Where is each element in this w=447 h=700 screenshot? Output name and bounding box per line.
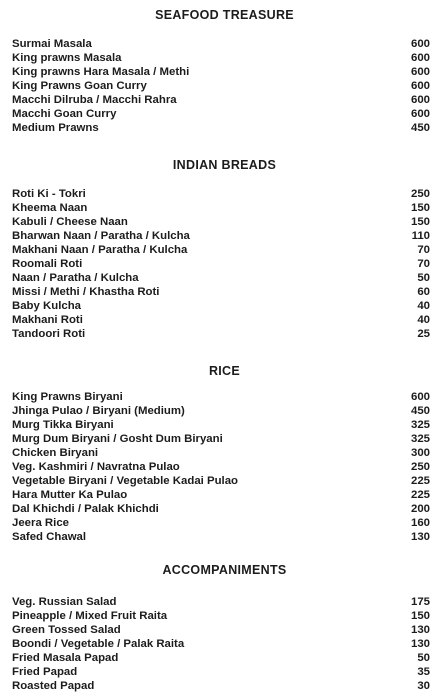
item-name: Chicken Biryani xyxy=(12,447,99,459)
item-name: Kheema Naan xyxy=(12,202,88,214)
item-price: 150 xyxy=(410,216,430,228)
item-name: Dal Khichdi / Palak Khichdi xyxy=(12,503,159,515)
item-name: Macchi Dilruba / Macchi Rahra xyxy=(12,94,177,106)
item-price: 600 xyxy=(410,52,430,64)
item-price: 130 xyxy=(410,638,430,650)
menu-item xyxy=(0,93,447,107)
item-name: Surmai Masala xyxy=(12,38,92,50)
item-price: 130 xyxy=(410,624,430,636)
item-price: 70 xyxy=(417,258,430,270)
item-price: 200 xyxy=(410,503,430,515)
menu-item xyxy=(0,432,447,446)
item-name: Jeera Rice xyxy=(12,517,69,529)
menu-item xyxy=(0,474,447,488)
section-title: SEAFOOD TREASURE xyxy=(155,8,294,22)
menu-item xyxy=(0,243,447,257)
item-name: Macchi Goan Curry xyxy=(12,108,117,120)
menu-item xyxy=(0,201,447,215)
item-price: 225 xyxy=(410,475,430,487)
menu-item xyxy=(0,285,447,299)
menu-item xyxy=(0,418,447,432)
menu-item xyxy=(0,404,447,418)
menu-item xyxy=(0,187,447,201)
menu-item xyxy=(0,446,447,460)
menu-item xyxy=(0,502,447,516)
item-price: 35 xyxy=(417,666,430,678)
menu-item xyxy=(0,313,447,327)
item-name: Veg. Russian Salad xyxy=(12,596,117,608)
item-price: 50 xyxy=(417,272,430,284)
item-price: 225 xyxy=(410,489,430,501)
item-price: 600 xyxy=(410,38,430,50)
item-name: Roomali Roti xyxy=(12,258,83,270)
item-name: Green Tossed Salad xyxy=(12,624,121,636)
item-price: 40 xyxy=(417,314,430,326)
item-name: Jhinga Pulao / Biryani (Medium) xyxy=(12,405,185,417)
item-name: Makhani Roti xyxy=(12,314,83,326)
item-price: 600 xyxy=(410,108,430,120)
item-name: Murg Dum Biryani / Gosht Dum Biryani xyxy=(12,433,223,445)
item-price: 450 xyxy=(410,122,430,134)
menu-item xyxy=(0,271,447,285)
section-seafood-treasure xyxy=(0,7,447,135)
item-name: Murg Tikka Biryani xyxy=(12,419,114,431)
item-list xyxy=(0,37,447,135)
item-list xyxy=(0,187,447,341)
item-price: 250 xyxy=(410,461,430,473)
item-name: King Prawns Goan Curry xyxy=(12,80,147,92)
section-title: ACCOMPANIMENTS xyxy=(162,563,287,577)
item-name: Hara Mutter Ka Pulao xyxy=(12,489,128,501)
item-name: Roasted Papad xyxy=(12,680,95,692)
item-name: Medium Prawns xyxy=(12,122,99,134)
item-name: King prawns Hara Masala / Methi xyxy=(12,66,190,78)
item-price: 600 xyxy=(410,94,430,106)
item-name: King Prawns Biryani xyxy=(12,391,123,403)
item-name: Safed Chawal xyxy=(12,531,87,543)
section-rice xyxy=(0,363,447,544)
item-name: Fried Papad xyxy=(12,666,78,678)
item-name: Naan / Paratha / Kulcha xyxy=(12,272,139,284)
section-title: RICE xyxy=(208,364,241,378)
menu-item xyxy=(0,37,447,51)
item-price: 325 xyxy=(410,419,430,431)
section-indian-breads xyxy=(0,157,447,341)
menu-item xyxy=(0,651,447,665)
menu-item xyxy=(0,121,447,135)
item-list xyxy=(0,595,447,693)
menu-item xyxy=(0,516,447,530)
item-price: 600 xyxy=(410,80,430,92)
menu-item xyxy=(0,390,447,404)
menu-item xyxy=(0,637,447,651)
section-accompaniments xyxy=(0,562,447,693)
item-price: 325 xyxy=(410,433,430,445)
item-price: 600 xyxy=(410,66,430,78)
item-name: Makhani Naan / Paratha / Kulcha xyxy=(12,244,188,256)
item-price: 40 xyxy=(417,300,430,312)
item-price: 110 xyxy=(411,230,430,242)
menu-item xyxy=(0,229,447,243)
section-title: INDIAN BREADS xyxy=(172,158,277,172)
item-name: Bharwan Naan / Paratha / Kulcha xyxy=(12,230,190,242)
menu-item xyxy=(0,79,447,93)
item-name: Missi / Methi / Khastha Roti xyxy=(12,286,160,298)
menu-item xyxy=(0,51,447,65)
item-list xyxy=(0,390,447,544)
item-name: King prawns Masala xyxy=(12,52,122,64)
item-name: Baby Kulcha xyxy=(12,300,81,312)
menu-item xyxy=(0,299,447,313)
item-price: 70 xyxy=(417,244,430,256)
menu-item xyxy=(0,107,447,121)
item-price: 175 xyxy=(410,596,430,608)
menu-item xyxy=(0,623,447,637)
item-price: 300 xyxy=(410,447,430,459)
menu-item xyxy=(0,327,447,341)
item-name: Boondi / Vegetable / Palak Raita xyxy=(12,638,185,650)
item-price: 160 xyxy=(410,517,430,529)
menu-item xyxy=(0,215,447,229)
item-price: 150 xyxy=(410,610,430,622)
item-price: 30 xyxy=(417,680,430,692)
menu-item xyxy=(0,595,447,609)
item-price: 50 xyxy=(417,652,430,664)
item-name: Roti Ki - Tokri xyxy=(12,188,86,200)
menu-item xyxy=(0,488,447,502)
item-price: 250 xyxy=(410,188,430,200)
item-price: 25 xyxy=(417,328,430,340)
item-price: 150 xyxy=(410,202,430,214)
item-name: Fried Masala Papad xyxy=(12,652,119,664)
menu-item xyxy=(0,460,447,474)
item-name: Veg. Kashmiri / Navratna Pulao xyxy=(12,461,180,473)
item-name: Pineapple / Mixed Fruit Raita xyxy=(12,610,168,622)
menu-item xyxy=(0,65,447,79)
item-price: 60 xyxy=(417,286,430,298)
menu-item xyxy=(0,530,447,544)
menu-item xyxy=(0,665,447,679)
item-name: Kabuli / Cheese Naan xyxy=(12,216,128,228)
menu-item xyxy=(0,679,447,693)
menu-item xyxy=(0,609,447,623)
item-price: 600 xyxy=(410,391,430,403)
item-price: 130 xyxy=(410,531,430,543)
menu-item xyxy=(0,257,447,271)
item-name: Tandoori Roti xyxy=(12,328,86,340)
item-price: 450 xyxy=(410,405,430,417)
item-name: Vegetable Biryani / Vegetable Kadai Pulao xyxy=(12,475,238,487)
